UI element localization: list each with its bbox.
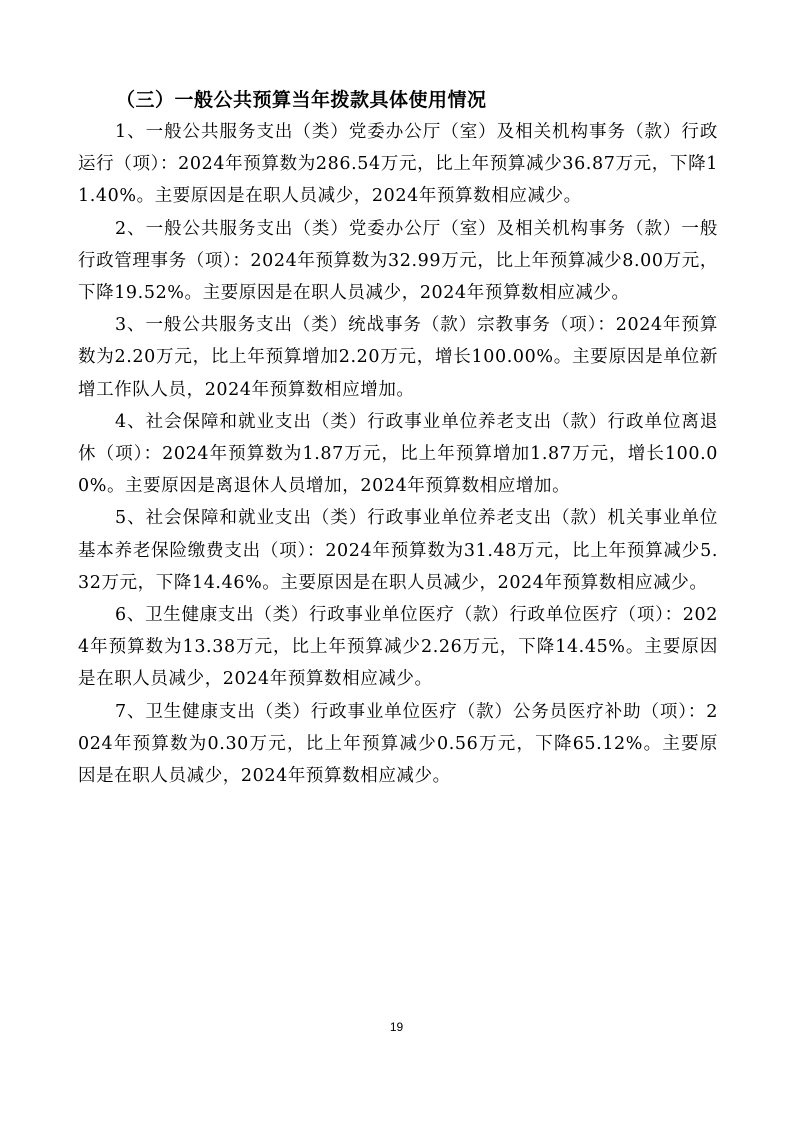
document-body: [78, 84, 718, 792]
paragraph-item-3: 3、一般公共服务支出（类）统战事务（款）宗教事务（项）：2024年预算数为2.20万元，比上年预算增加2.20万元，增长100.00%。主要原因是单位新增工作队人员，2024年预算数相应增加。: [78, 315, 718, 400]
paragraph-item-1: 1、一般公共服务支出（类）党委办公厅（室）及相关机构事务（款）行政运行（项）：2024年预算数为286.54万元，比上年预算减少36.87万元，下降11.40%。主要原因是在职人员减少，2024年预算数相应减少。: [78, 122, 718, 207]
page-number: 19: [389, 1020, 404, 1034]
paragraph-item-5: 5、社会保障和就业支出（类）行政事业单位养老支出（款）机关事业单位基本养老保险缴费支出（项）：2024年预算数为31.48万元，比上年预算减少5.32万元，下降14.46%。主要原因是在职人员减少，2024年预算数相应减少。: [78, 508, 718, 593]
paragraph-item-4: 4、社会保障和就业支出（类）行政事业单位养老支出（款）行政单位离退休（项）：2024年预算数为1.87万元，比上年预算增加1.87万元，增长100.00%。主要原因是离退休人员增加，2024年预算数相应增加。: [78, 411, 718, 497]
paragraph-item-2: 2、一般公共服务支出（类）党委办公厅（室）及相关机构事务（款）一般行政管理事务（项）：2024年预算数为32.99万元，比上年预算减少8.00万元，下降19.52%。主要原因是在职人员减少，2024年预算数相应减少。: [78, 218, 718, 304]
paragraph-item-6: 6、卫生健康支出（类）行政事业单位医疗（款）行政单位医疗（项）：2024年预算数为13.38万元，比上年预算减少2.26万元，下降14.45%。主要原因是在职人员减少，2024年预算数相应减少。: [78, 605, 718, 690]
section-heading: （三）一般公共预算当年拨款具体使用情况: [116, 89, 487, 111]
paragraph-item-7: 7、卫生健康支出（类）行政事业单位医疗（款）公务员医疗补助（项）：2024年预算数为0.30万元，比上年预算减少0.56万元，下降65.12%。主要原因是在职人员减少，2024年预算数相应减少。: [78, 701, 718, 787]
